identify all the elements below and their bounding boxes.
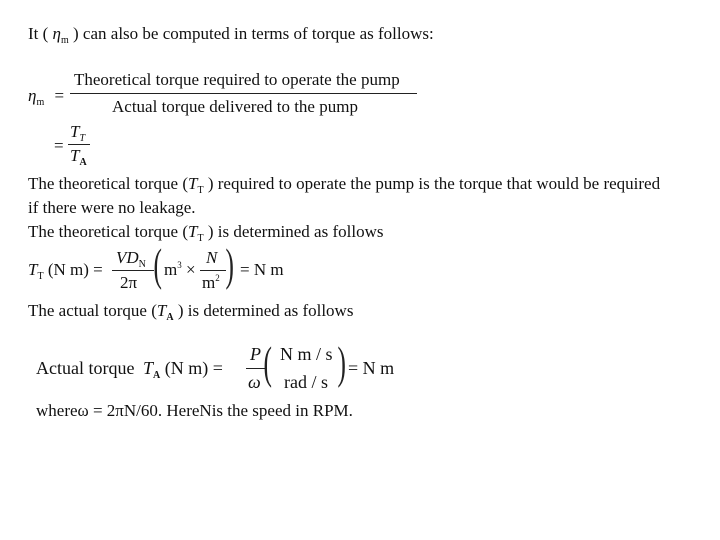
para3-T-sub: A (166, 312, 174, 323)
eq1-fraction-bar-2 (68, 144, 90, 145)
intro-pre: It ( (28, 24, 49, 43)
eq1-den2-sub: A (79, 157, 87, 168)
eq1-numerator: Theoretical torque required to operate the pump (74, 70, 400, 89)
intro-line (28, 24, 434, 44)
intro-post: ) can also be computed in terms of torque as follows: (73, 24, 434, 43)
eq3-left-paren: ( (263, 337, 272, 388)
para3-line (28, 301, 353, 321)
eq2-left-paren: ( (153, 239, 162, 290)
eq2-num-sub: N (138, 259, 146, 270)
eq1-num2 (70, 122, 85, 142)
eq2-num (116, 248, 146, 268)
eq2-T-sub: T (37, 271, 44, 282)
eq1-eta: η (28, 86, 37, 105)
eq3-lhs (36, 358, 223, 379)
para2-line (28, 222, 383, 242)
para1-post: ) required to operate the pump is the torque that would be required (207, 174, 661, 193)
eq2-T: T (28, 260, 38, 279)
eq1-fraction-bar (70, 93, 417, 94)
eq2-m2: m (202, 273, 216, 292)
eq2-inner-m (164, 260, 196, 280)
para1-T: T (188, 174, 198, 193)
para3-pre: The actual torque ( (28, 301, 157, 320)
eq2-fraction-bar (112, 270, 154, 271)
eq2-lhs (28, 260, 103, 280)
eq2-m2-sup: 2 (215, 273, 220, 283)
para1-line1 (28, 174, 660, 194)
eq1-eta-sub: m (36, 97, 45, 108)
eq3-right-paren: ) (337, 337, 346, 388)
eq1-num2-T: T (70, 122, 80, 141)
eq3-inner-den: rad / s (284, 372, 328, 392)
eq2-inner-fraction-bar (200, 270, 226, 271)
eq2-num-VD: VD (116, 248, 139, 267)
para2-post: ) is determined as follows (207, 222, 384, 241)
para1-line2: if there were no leakage. (28, 198, 196, 217)
eq3-omega: ω (248, 372, 261, 392)
para2-pre: The theoretical torque ( (28, 222, 189, 241)
eq2-inner-num: N (206, 248, 218, 267)
eq2-unit: (N m) = (47, 260, 103, 279)
para2-T: T (188, 222, 198, 241)
eq2-m: m (164, 260, 178, 279)
eq3-inner-num: N m / s (280, 344, 333, 364)
eta-symbol: η (52, 24, 61, 43)
eq1-den2 (70, 146, 87, 166)
eq1-num2-sub: T (79, 133, 86, 144)
eq3-rhs: = N m (348, 358, 395, 378)
eq3-label: Actual torque (36, 358, 135, 378)
eq3-unit: (N m) = (164, 358, 223, 378)
where-line: whereω = 2πN/60. HereNis the speed in RPM. (36, 401, 353, 420)
eq1-equals: = (54, 86, 65, 105)
eq1-denominator: Actual torque delivered to the pump (112, 97, 358, 116)
para3-post: ) is determined as follows (177, 301, 354, 320)
eq3-P: P (250, 344, 261, 364)
eq1-lhs (28, 86, 64, 106)
eq2-inner-den (202, 273, 220, 293)
eq2-right-paren: ) (225, 239, 234, 290)
para3-T: T (156, 301, 167, 320)
eq1-den2-T: T (70, 146, 80, 165)
eq3-T: T (142, 358, 153, 378)
para2-T-sub: T (197, 233, 204, 244)
eq2-den: 2π (120, 273, 138, 292)
eq3-T-sub: A (152, 370, 161, 381)
para1-pre: The theoretical torque ( (28, 174, 189, 193)
eq2-times: × (185, 260, 196, 279)
para1-T-sub: T (197, 185, 204, 196)
eq2-rhs: = N m (240, 260, 284, 279)
eq2-m-sup: 3 (177, 260, 182, 270)
eq1-equals-2: = (54, 136, 64, 155)
eta-subscript: m (60, 35, 69, 46)
